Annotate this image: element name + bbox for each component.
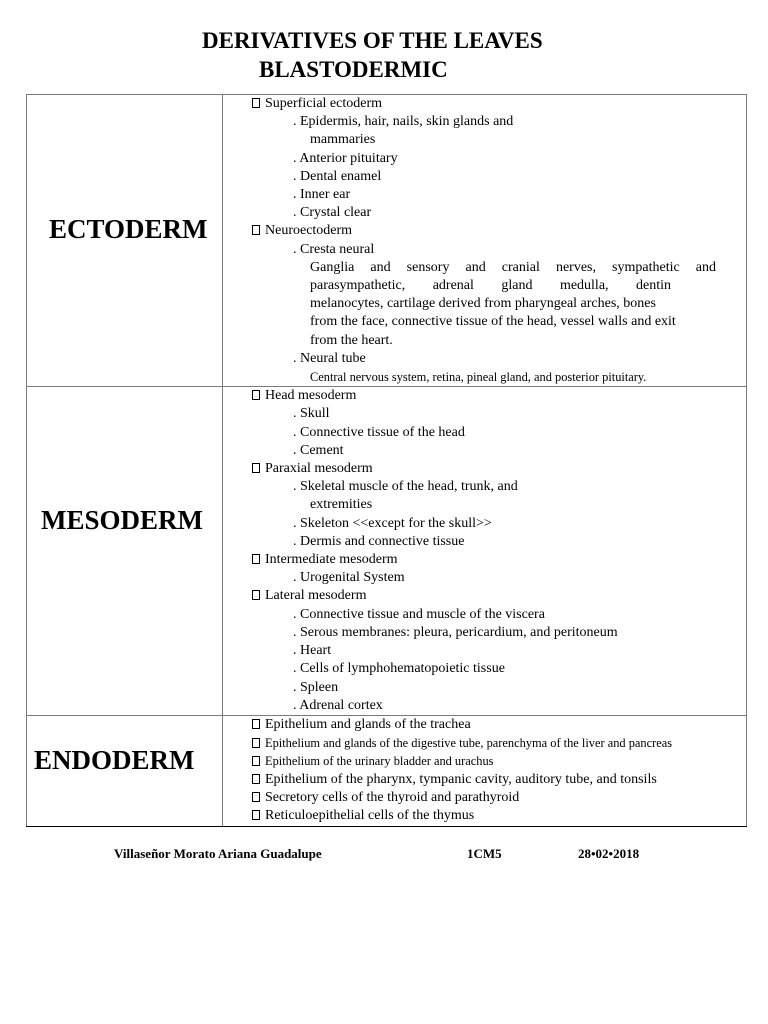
author-name: Villaseñor Morato Ariana Guadalupe (114, 846, 322, 861)
item-text: Head mesoderm (265, 388, 357, 404)
derivative-item (252, 515, 716, 533)
derivative-item (252, 442, 716, 460)
item-text: . Cells of lymphohematopoietic tissue (293, 661, 505, 677)
item-text: . Spleen (293, 679, 339, 695)
item-text: . Cement (293, 442, 344, 458)
item-text: parasympathetic, adrenal gland medulla, dentin (310, 278, 671, 294)
label-cell (27, 387, 223, 716)
item-text: . Epidermis, hair, nails, skin glands and (293, 114, 514, 130)
checkbox-bullet-icon (252, 225, 260, 235)
item-text: . Skeletal muscle of the head, trunk, and (293, 479, 518, 495)
checkbox-bullet-icon (252, 810, 260, 820)
derivative-item (252, 131, 716, 149)
document-title: DERIVATIVES OF THE LEAVES (202, 28, 543, 53)
item-text: . Skeleton <<except for the skull>> (293, 515, 492, 531)
checkbox-bullet-icon (252, 98, 260, 108)
derivative-item (252, 569, 716, 587)
item-text: . Dermis and connective tissue (293, 533, 465, 549)
derivative-item (252, 186, 716, 204)
item-text: . Connective tissue and muscle of the viscera (293, 606, 545, 622)
item-text: . Inner ear (293, 187, 351, 203)
derivative-item (252, 295, 716, 313)
item-text: Superficial ectoderm (265, 96, 383, 111)
derivative-item (252, 113, 716, 131)
item-text: melanocytes, cartilage derived from pharyngeal arches, bones (310, 296, 656, 312)
derivatives-table (26, 94, 747, 827)
item-text: . Skull (293, 406, 330, 422)
document-date: 28•02•2018 (578, 846, 640, 861)
item-text: mammaries (310, 132, 376, 148)
checkbox-bullet-icon (252, 719, 260, 729)
item-text: from the face, connective tissue of the head, vessel walls and exit (310, 314, 676, 330)
germ-layer-label: MESODERM (41, 505, 203, 536)
derivative-item (252, 660, 716, 678)
germ-layer-label: ECTODERM (49, 214, 208, 244)
item-text: Epithelium and glands of the digestive tube, parenchyma of the liver and pancreas (265, 736, 673, 751)
derivative-item (252, 606, 716, 624)
item-text: Lateral mesoderm (265, 588, 367, 604)
derivative-item (252, 697, 716, 715)
derivative-item (252, 350, 716, 368)
category-item (252, 387, 716, 405)
germ-layer-label: ENDODERM (34, 744, 195, 775)
item-text: Reticuloepithelial cells of the thymus (265, 807, 475, 823)
checkbox-bullet-icon (252, 774, 260, 784)
item-text: . Anterior pituitary (293, 150, 398, 166)
item-text: Epithelium of the pharynx, tympanic cavity, auditory tube, and tonsils (265, 771, 657, 787)
derivatives-list (223, 716, 746, 825)
derivative-item (252, 679, 716, 697)
category-item (252, 771, 716, 789)
checkbox-bullet-icon (252, 554, 260, 564)
item-text: . Adrenal cortex (293, 697, 383, 713)
derivative-item (252, 277, 716, 295)
derivative-item (252, 642, 716, 660)
table-row-endoderm (27, 715, 747, 826)
item-text: Epithelium of the urinary bladder and urachus (265, 754, 494, 769)
derivative-item (252, 168, 716, 186)
checkbox-bullet-icon (252, 756, 260, 766)
derivative-item (252, 241, 716, 259)
category-item (252, 789, 716, 807)
category-item (252, 551, 716, 569)
derivative-item (252, 624, 716, 642)
item-text: . Heart (293, 643, 332, 659)
derivatives-list (223, 387, 746, 715)
item-text: Epithelium and glands of the trachea (265, 716, 471, 732)
item-text: . Dental enamel (293, 168, 382, 184)
table-row-mesoderm (27, 387, 747, 716)
category-item (252, 222, 716, 240)
category-item (252, 752, 716, 770)
group-code: 1CM5 (467, 846, 502, 861)
item-text: Central nervous system, retina, pineal gland, and posterior pituitary. (310, 370, 647, 385)
checkbox-bullet-icon (252, 738, 260, 748)
derivative-item (252, 533, 716, 551)
item-text: . Connective tissue of the head (293, 424, 465, 440)
derivative-item (252, 204, 716, 222)
derivative-item (252, 150, 716, 168)
item-text: Intermediate mesoderm (265, 552, 398, 568)
category-item (252, 734, 716, 752)
item-text: . Urogenital System (293, 570, 405, 586)
derivative-item (252, 368, 716, 386)
item-text: extremities (310, 497, 373, 513)
category-item (252, 587, 716, 605)
content-cell (223, 387, 747, 716)
document-subtitle: BLASTODERMIC (259, 57, 448, 82)
derivative-item (252, 332, 716, 350)
category-item (252, 95, 716, 113)
item-text: Secretory cells of the thyroid and parathyroid (265, 789, 520, 805)
label-cell (27, 95, 223, 387)
derivative-item (252, 405, 716, 423)
item-text: from the heart. (310, 332, 393, 348)
checkbox-bullet-icon (252, 590, 260, 600)
table-row-ectoderm (27, 95, 747, 387)
item-text: Ganglia and sensory and cranial nerves, sympathetic and (310, 259, 716, 275)
checkbox-bullet-icon (252, 463, 260, 473)
checkbox-bullet-icon (252, 792, 260, 802)
content-cell (223, 95, 747, 387)
item-text: . Serous membranes: pleura, pericardium, and peritoneum (293, 624, 618, 640)
derivative-item (252, 424, 716, 442)
category-item (252, 716, 716, 734)
content-cell (223, 715, 747, 826)
category-item (252, 807, 716, 825)
label-cell (27, 715, 223, 826)
item-text: . Neural tube (293, 350, 366, 366)
derivative-item (252, 259, 716, 277)
derivative-item (252, 313, 716, 331)
derivative-item (252, 478, 716, 496)
item-text: . Cresta neural (293, 241, 375, 257)
item-text: . Crystal clear (293, 205, 372, 221)
item-text: Paraxial mesoderm (265, 461, 373, 477)
derivative-item (252, 496, 716, 514)
derivatives-list (223, 95, 746, 386)
category-item (252, 460, 716, 478)
item-text: Neuroectoderm (265, 223, 353, 239)
checkbox-bullet-icon (252, 390, 260, 400)
